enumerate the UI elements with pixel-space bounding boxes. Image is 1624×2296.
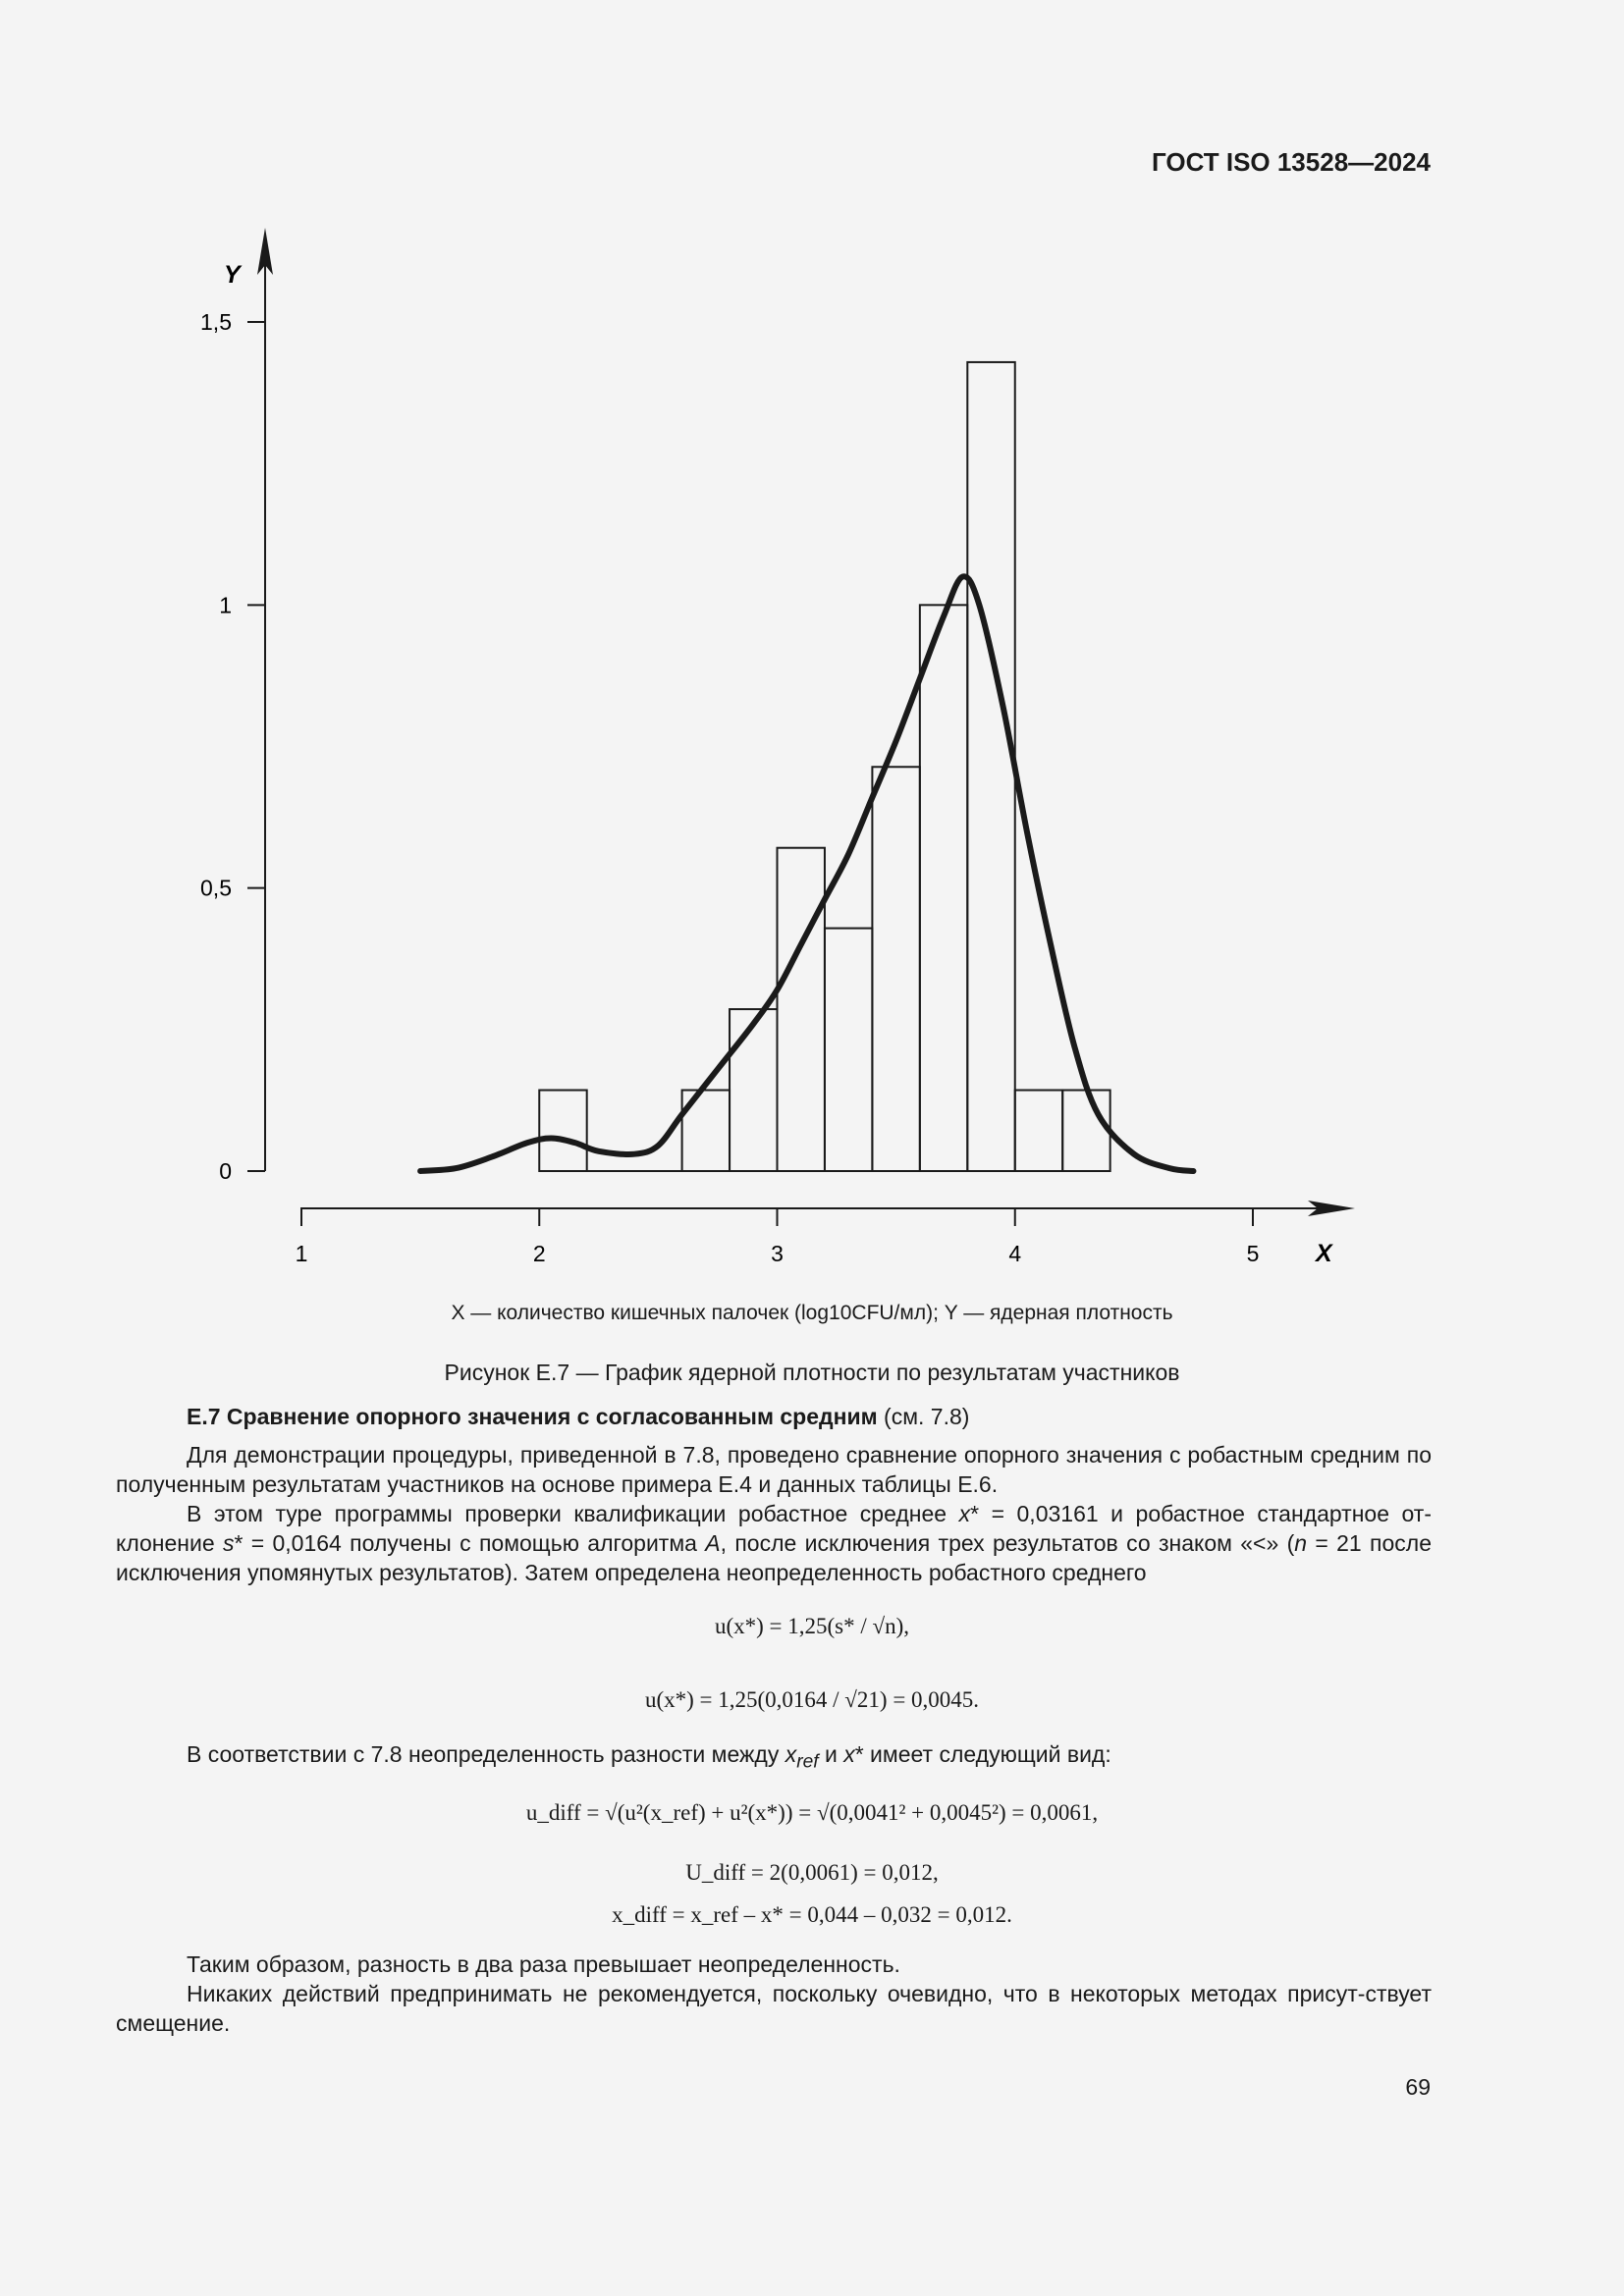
x-tick-label: 5 [1246, 1241, 1260, 1266]
histogram-bar-9 [920, 605, 967, 1171]
x-tick-label: 2 [532, 1241, 546, 1266]
x-tick-label: 1 [295, 1241, 308, 1266]
document-header: ГОСТ ISO 13528—2024 [1151, 147, 1431, 177]
equation-3: u_diff = √(u²(x_ref) + u²(x*)) = √(0,0041² + 0,0045²) = 0,0061, [525, 1800, 1099, 1825]
histogram-bar-11 [1015, 1091, 1062, 1171]
paragraph-3: В соответствии с 7.8 неопределенность разности между $x_{ref}$ и x* имеет следующий вид: [187, 1741, 1111, 1773]
histogram-bar-8 [872, 767, 919, 1171]
x-axis-name: X [1316, 1240, 1332, 1267]
section-heading [116, 1402, 1432, 1431]
y-tick-label: 0,5 [200, 875, 232, 901]
equation-1: u(x*) = 1,25(s* / √n), [714, 1614, 910, 1638]
equation-2: u(x*) = 1,25(0,0164 / √21) = 0,0045. [644, 1687, 980, 1712]
y-tick-label: 1,5 [200, 309, 232, 335]
x-ticks [296, 1208, 1260, 1266]
paragraph-1: Для демонстрации процедуры, приведенной в 7.8, проведено сравнение опорного значения с робастным средним по полученным результатам участников на основе примера Е.4 и данных таблицы Е.6. [116, 1442, 1432, 1497]
histogram-bar-1 [539, 1091, 586, 1171]
density-curve [420, 576, 1193, 1171]
section-title: Е.7 Сравнение опорного значения с согласованным средним [187, 1404, 878, 1429]
section-ref: (см. 7.8) [884, 1404, 970, 1429]
histogram-bar-6 [778, 848, 825, 1171]
paragraph-4: Таким образом, разность в два раза превышает неопределенность. [187, 1951, 900, 1977]
equation-5: x_diff = x_ref – x* = 0,044 – 0,032 = 0,012. [612, 1902, 1012, 1927]
equation-4: U_diff = 2(0,0061) = 0,012, [685, 1860, 939, 1885]
x-tick-label: 3 [771, 1241, 784, 1266]
histogram-bar-10 [967, 362, 1014, 1171]
histogram-bar-5 [730, 1009, 777, 1171]
page-number: 69 [1405, 2074, 1431, 2100]
histogram-bar-12 [1062, 1091, 1110, 1171]
paragraph-2: В этом туре программы проверки квалификации робастное среднее x* = 0,03161 и робастное стандартное от-клонение s* = 0,0164 получены с помощью алгоритма А, после исключения трех результатов со знаком «<» (n = 21 после исключения упомянутых результатов). Затем определена неопределенность робастного среднего [116, 1501, 1432, 1585]
y-tick-label: 0 [219, 1158, 232, 1184]
histogram-bar-7 [825, 929, 872, 1171]
y-tick-label: 1 [219, 592, 232, 618]
paragraph-5: Никаких действий предпринимать не рекомендуется, поскольку очевидно, что в некоторых методах присут-ствует смещение. [116, 1981, 1432, 2036]
histogram-bars [539, 362, 1110, 1171]
figure-legend: X — количество кишечных палочек (log10CFU/мл); Y — ядерная плотность [451, 1302, 1173, 1324]
x-tick-label: 4 [1008, 1241, 1022, 1266]
figure-caption: Рисунок Е.7 — График ядерной плотности по результатам участников [444, 1360, 1180, 1385]
y-axis-name: Y [224, 261, 241, 289]
y-ticks [200, 309, 265, 1184]
